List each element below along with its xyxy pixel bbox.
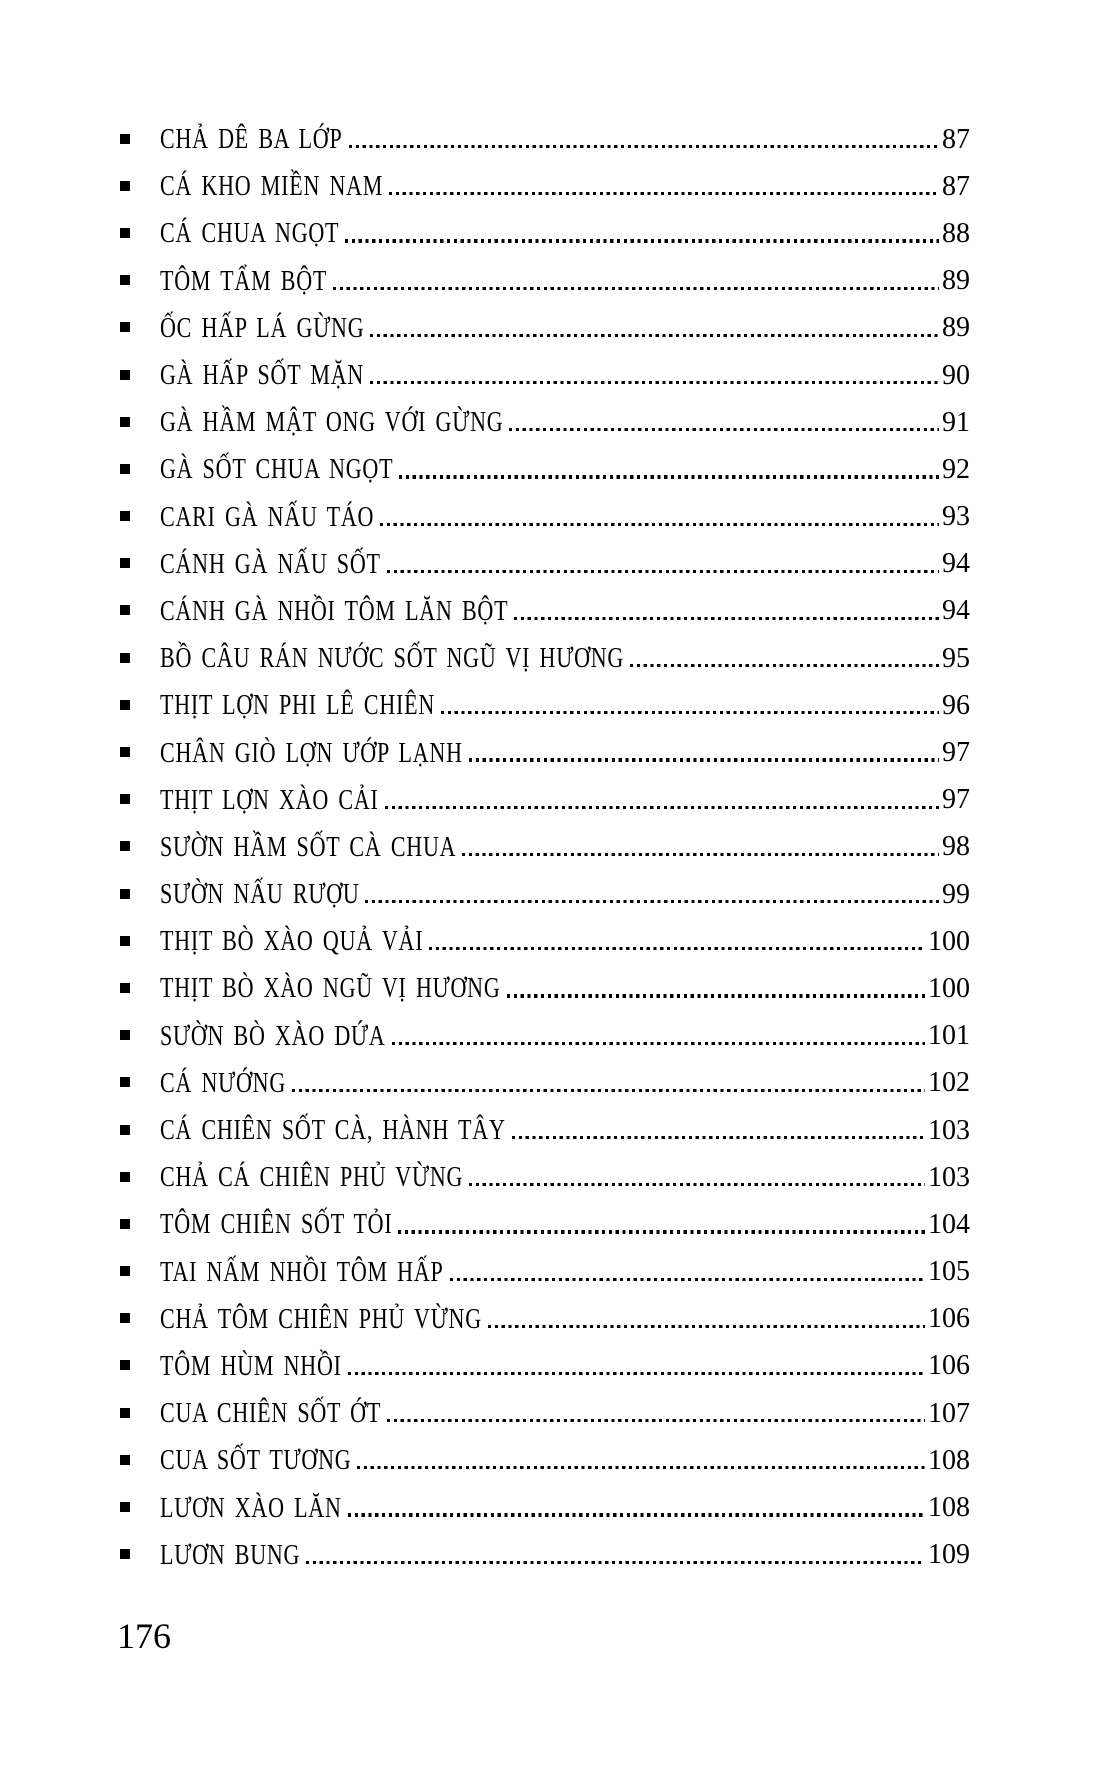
page-number: 176 <box>117 1616 171 1656</box>
toc-entry-title: TÔM CHIÊN SỐT TỎI <box>160 1208 393 1241</box>
toc-row <box>120 1060 970 1107</box>
square-bullet-icon <box>120 1502 130 1512</box>
toc-row <box>120 824 970 871</box>
square-bullet-icon <box>120 181 130 191</box>
toc-entry-page: 95 <box>942 642 970 674</box>
toc-row <box>120 635 970 682</box>
dot-leader <box>306 1561 925 1564</box>
dot-leader <box>399 475 939 478</box>
toc-row <box>120 1249 970 1296</box>
toc-entry-page: 103 <box>928 1114 970 1146</box>
toc-row <box>120 1484 970 1531</box>
square-bullet-icon <box>120 275 130 285</box>
toc-entry-title: GÀ HẦM MẬT ONG VỚI GỪNG <box>160 406 504 439</box>
toc-entry-page: 104 <box>928 1208 970 1240</box>
toc-entry-title: LƯƠN BUNG <box>160 1538 301 1571</box>
toc-entry-page: 93 <box>942 501 970 533</box>
toc-entry-title: CHẢ DÊ BA LỚP <box>160 123 343 156</box>
toc-entry-title: CÁ NƯỚNG <box>160 1066 287 1099</box>
toc-entry-title: CHẢ TÔM CHIÊN PHỦ VỪNG <box>160 1302 482 1335</box>
toc-row <box>120 1296 970 1343</box>
toc-row <box>120 1390 970 1437</box>
square-bullet-icon <box>120 794 130 804</box>
toc-entry-page: 87 <box>942 123 970 155</box>
dot-leader <box>441 711 939 714</box>
toc-entry-page: 107 <box>928 1397 970 1429</box>
square-bullet-icon <box>120 747 130 757</box>
square-bullet-icon <box>120 1266 130 1276</box>
toc-row <box>120 494 970 541</box>
square-bullet-icon <box>120 653 130 663</box>
square-bullet-icon <box>120 936 130 946</box>
square-bullet-icon <box>120 370 130 380</box>
toc-entry-page: 89 <box>942 312 970 344</box>
square-bullet-icon <box>120 1125 130 1135</box>
toc-entry-page: 100 <box>928 925 970 957</box>
toc-row <box>120 1013 970 1060</box>
toc-entry-title: GÀ HẤP SỐT MẶN <box>160 359 365 392</box>
toc-entry-title: BỒ CÂU RÁN NƯỚC SỐT NGŨ VỊ HƯƠNG <box>160 642 625 675</box>
toc-entry-title: CARI GÀ NẤU TÁO <box>160 500 375 533</box>
dot-leader <box>398 1230 925 1233</box>
toc-row <box>120 116 970 163</box>
square-bullet-icon <box>120 700 130 710</box>
toc-entry-page: 101 <box>928 1020 970 1052</box>
toc-entry-page: 106 <box>928 1303 970 1335</box>
dot-leader <box>370 381 939 384</box>
toc-row <box>120 446 970 493</box>
toc-row <box>120 1201 970 1248</box>
square-bullet-icon <box>120 889 130 899</box>
toc-row <box>120 1107 970 1154</box>
dot-leader <box>469 758 939 761</box>
toc-entry-title: GÀ SỐT CHUA NGỌT <box>160 453 394 486</box>
square-bullet-icon <box>120 558 130 568</box>
dot-leader <box>450 1278 925 1281</box>
square-bullet-icon <box>120 841 130 851</box>
square-bullet-icon <box>120 322 130 332</box>
dot-leader <box>509 428 939 431</box>
toc-entry-page: 92 <box>942 453 970 485</box>
square-bullet-icon <box>120 1455 130 1465</box>
toc-entry-title: ỐC HẤP LÁ GỪNG <box>160 311 365 344</box>
toc-entry-page: 100 <box>928 972 970 1004</box>
toc-row <box>120 305 970 352</box>
toc-entry-title: TÔM HÙM NHỒI <box>160 1349 342 1382</box>
dot-leader <box>333 287 939 290</box>
dot-leader <box>514 617 939 620</box>
toc-entry-title: LƯƠN XÀO LĂN <box>160 1491 342 1524</box>
dot-leader <box>349 145 939 148</box>
toc-entry-title: THỊT LỢN PHI LÊ CHIÊN <box>160 689 436 722</box>
toc-entry-page: 88 <box>942 217 970 249</box>
dot-leader <box>348 1372 925 1375</box>
square-bullet-icon <box>120 1077 130 1087</box>
toc-entry-page: 91 <box>942 406 970 438</box>
square-bullet-icon <box>120 1219 130 1229</box>
dot-leader <box>387 570 939 573</box>
toc-row <box>120 1343 970 1390</box>
toc-entry-page: 98 <box>942 831 970 863</box>
toc-row <box>120 918 970 965</box>
toc-row <box>120 1532 970 1579</box>
toc-entry-title: CÁ CHUA NGỌT <box>160 217 340 250</box>
toc-entry-page: 108 <box>928 1444 970 1476</box>
toc-entry-title: THỊT BÒ XÀO NGŨ VỊ HƯƠNG <box>160 972 501 1005</box>
toc-row <box>120 1437 970 1484</box>
dot-leader <box>357 1466 925 1469</box>
square-bullet-icon <box>120 1313 130 1323</box>
toc-entry-page: 103 <box>928 1161 970 1193</box>
toc-entry-title: CÁNH GÀ NHỒI TÔM LĂN BỘT <box>160 594 509 627</box>
toc-entry-page: 89 <box>942 265 970 297</box>
toc-row <box>120 258 970 305</box>
dot-leader <box>507 994 925 997</box>
table-of-contents <box>120 116 970 1579</box>
dot-leader <box>380 523 939 526</box>
toc-entry-title: TAI NẤM NHỒI TÔM HẤP <box>160 1255 444 1288</box>
square-bullet-icon <box>120 464 130 474</box>
toc-row <box>120 682 970 729</box>
toc-entry-page: 106 <box>928 1350 970 1382</box>
toc-entry-title: CÁNH GÀ NẤU SỐT <box>160 547 381 580</box>
dot-leader <box>348 1513 925 1516</box>
dot-leader <box>385 806 939 809</box>
toc-entry-title: SƯỜN BÒ XÀO DỨA <box>160 1019 386 1052</box>
toc-entry-page: 97 <box>942 737 970 769</box>
toc-entry-title: CÁ KHO MIỀN NAM <box>160 170 384 203</box>
toc-row <box>120 871 970 918</box>
dot-leader <box>345 239 939 242</box>
toc-entry-title: CUA SỐT TƯƠNG <box>160 1444 352 1477</box>
toc-entry-page: 99 <box>942 878 970 910</box>
dot-leader <box>389 192 939 195</box>
toc-entry-page: 97 <box>942 784 970 816</box>
toc-row <box>120 352 970 399</box>
toc-row <box>120 541 970 588</box>
toc-entry-title: THỊT BÒ XÀO QUẢ VẢI <box>160 925 424 958</box>
square-bullet-icon <box>120 983 130 993</box>
square-bullet-icon <box>120 1030 130 1040</box>
toc-entry-title: CUA CHIÊN SỐT ỚT <box>160 1397 382 1430</box>
toc-entry-page: 108 <box>928 1492 970 1524</box>
dot-leader <box>365 900 939 903</box>
toc-row <box>120 965 970 1012</box>
square-bullet-icon <box>120 1172 130 1182</box>
toc-row <box>120 163 970 210</box>
toc-entry-page: 96 <box>942 689 970 721</box>
square-bullet-icon <box>120 1360 130 1370</box>
toc-entry-title: CHẢ CÁ CHIÊN PHỦ VỪNG <box>160 1161 464 1194</box>
toc-entry-page: 109 <box>928 1539 970 1571</box>
dot-leader <box>392 1042 926 1045</box>
toc-entry-title: THỊT LỢN XÀO CẢI <box>160 783 379 816</box>
square-bullet-icon <box>120 1408 130 1418</box>
dot-leader <box>387 1419 925 1422</box>
toc-entry-title: CÁ CHIÊN SỐT CÀ, HÀNH TÂY <box>160 1114 506 1147</box>
toc-entry-title: SƯỜN NẤU RƯỢU <box>160 878 360 911</box>
toc-entry-page: 94 <box>942 548 970 580</box>
toc-entry-page: 90 <box>942 359 970 391</box>
toc-row <box>120 588 970 635</box>
square-bullet-icon <box>120 417 130 427</box>
toc-row <box>120 777 970 824</box>
dot-leader <box>469 1183 925 1186</box>
dot-leader <box>488 1325 925 1328</box>
dot-leader <box>462 853 939 856</box>
toc-entry-title: CHÂN GIÒ LỢN ƯỚP LẠNH <box>160 736 463 769</box>
toc-entry-page: 94 <box>942 595 970 627</box>
square-bullet-icon <box>120 228 130 238</box>
toc-entry-page: 102 <box>928 1067 970 1099</box>
dot-leader <box>292 1089 925 1092</box>
toc-row <box>120 729 970 776</box>
toc-entry-page: 105 <box>928 1256 970 1288</box>
dot-leader <box>630 664 939 667</box>
dot-leader <box>512 1136 925 1139</box>
square-bullet-icon <box>120 511 130 521</box>
square-bullet-icon <box>120 134 130 144</box>
square-bullet-icon <box>120 605 130 615</box>
dot-leader <box>429 947 925 950</box>
toc-row <box>120 1154 970 1201</box>
toc-entry-title: SƯỜN HẦM SỐT CÀ CHUA <box>160 830 457 863</box>
toc-entry-title: TÔM TẨM BỘT <box>160 264 328 297</box>
toc-row <box>120 210 970 257</box>
dot-leader <box>370 334 939 337</box>
square-bullet-icon <box>120 1549 130 1559</box>
toc-row <box>120 399 970 446</box>
toc-entry-page: 87 <box>942 170 970 202</box>
